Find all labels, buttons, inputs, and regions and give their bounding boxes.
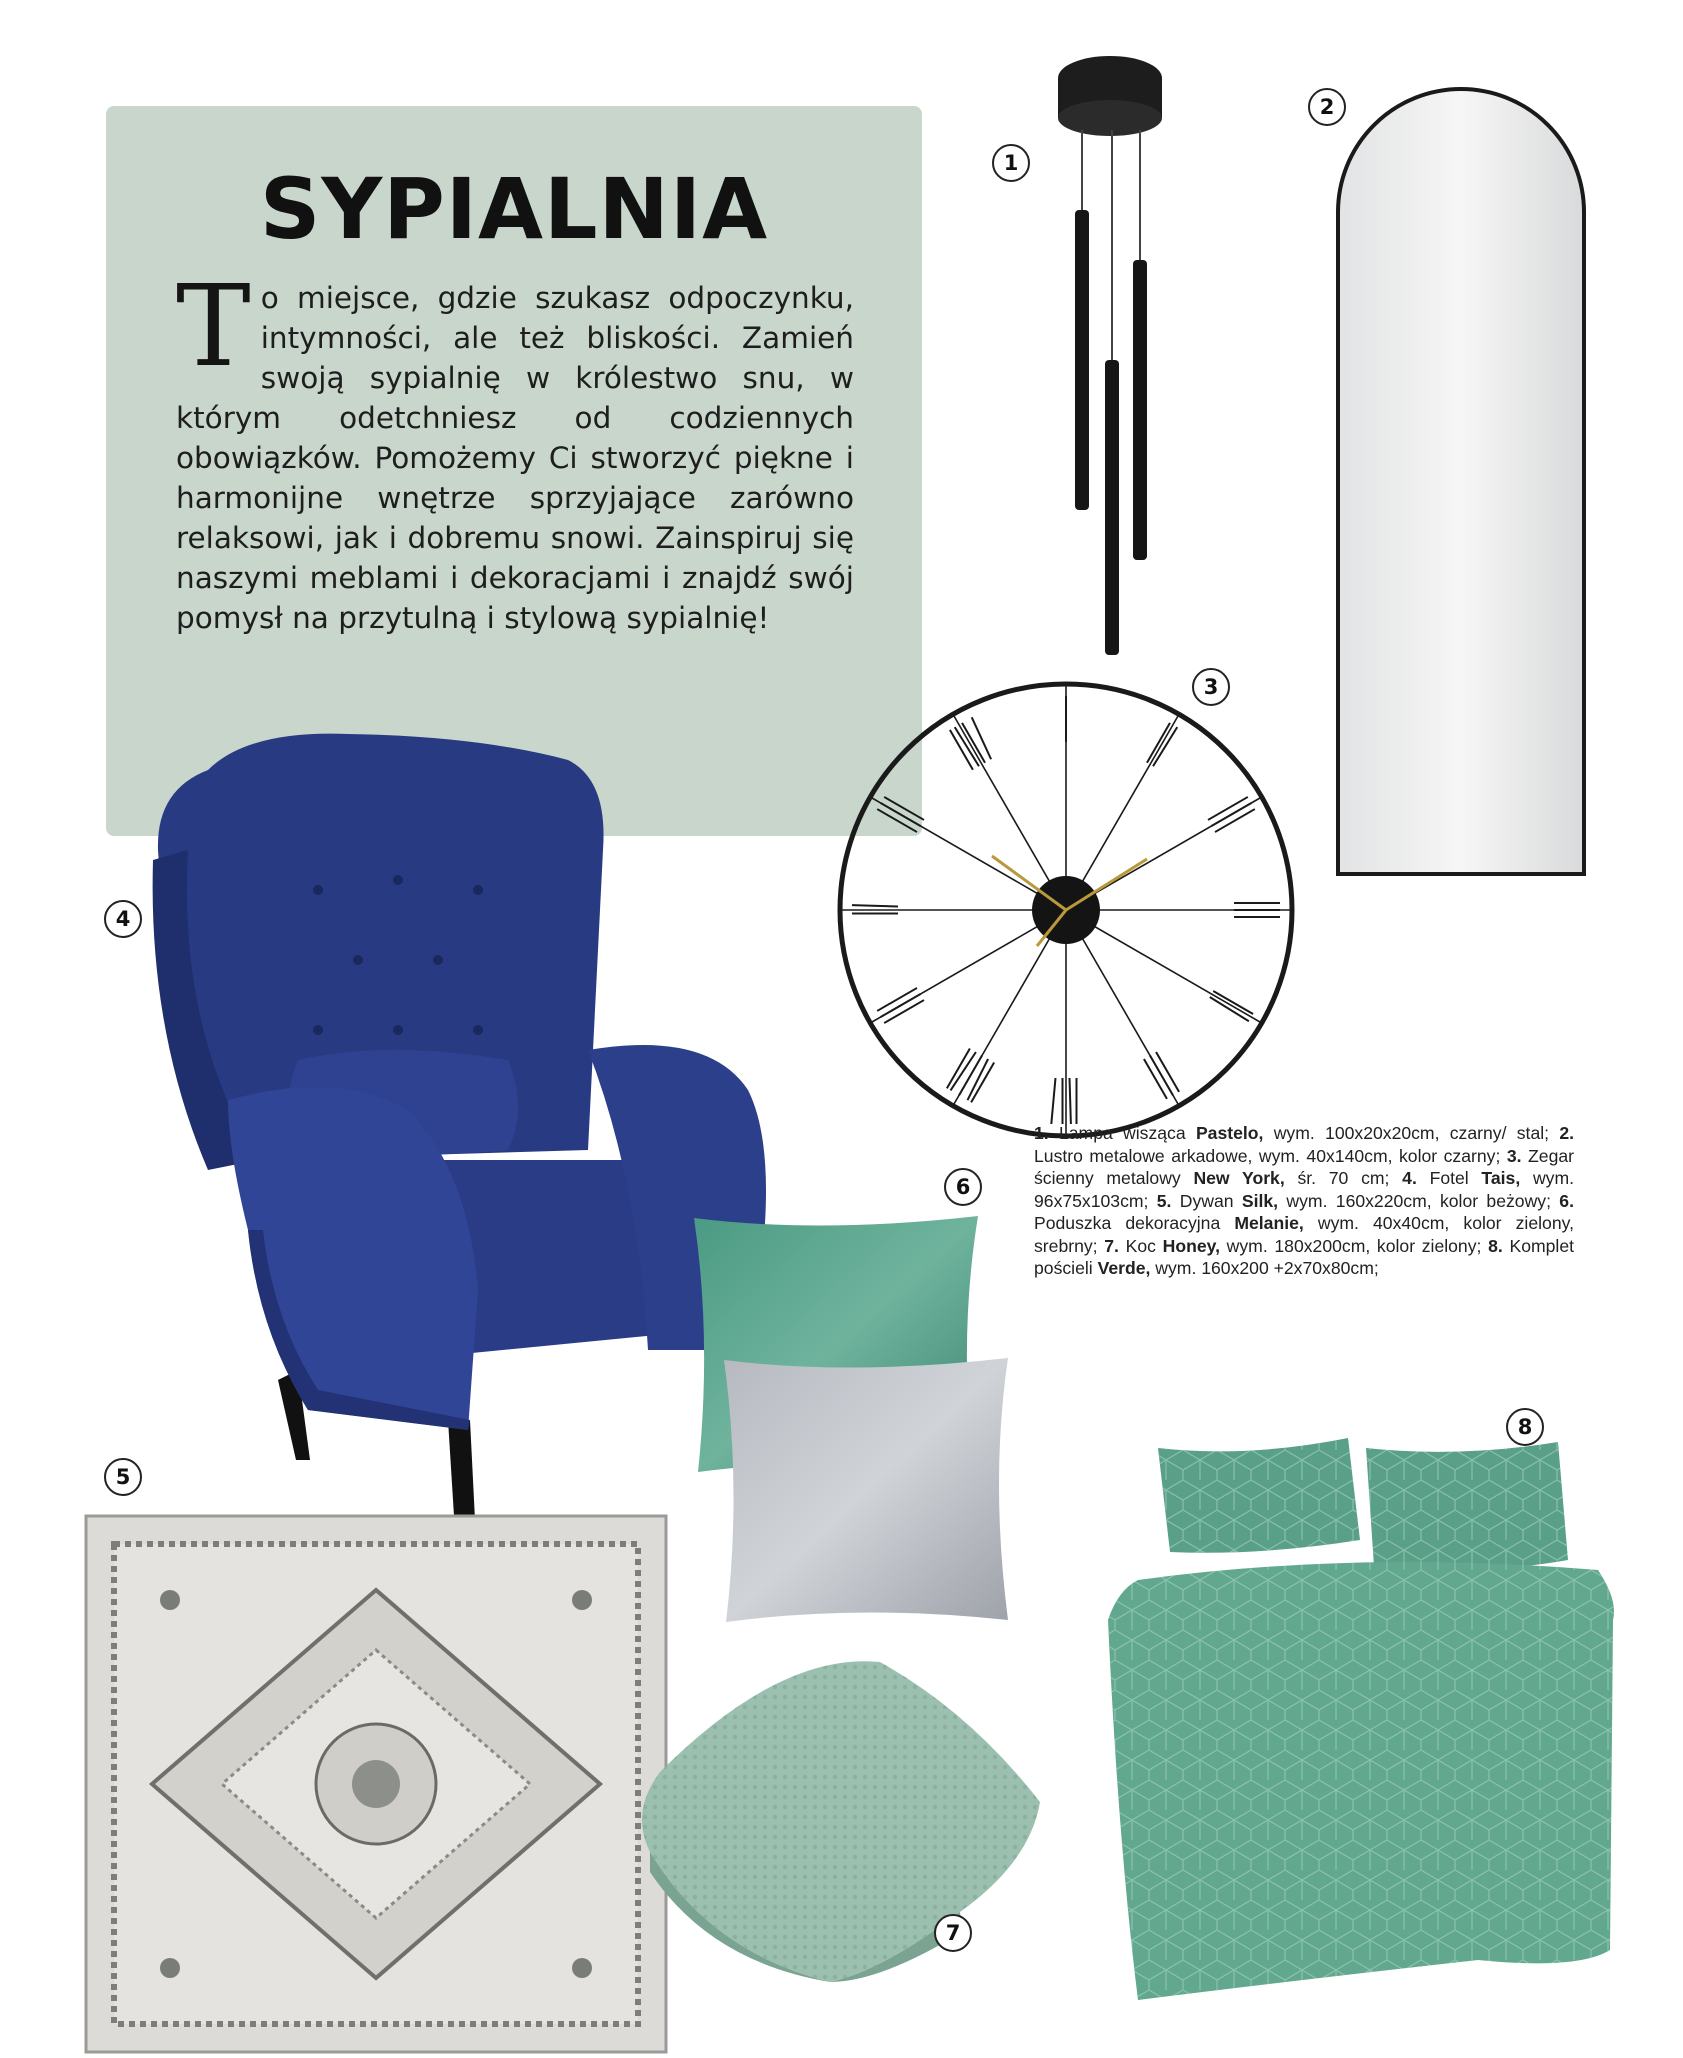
marker-4: 4 (104, 900, 142, 938)
marker-8: 8 (1506, 1408, 1544, 1446)
product-4: 4. Fotel Tais, wym. 96x75x103cm; (1034, 1168, 1574, 1211)
wall-clock-image (832, 676, 1300, 1144)
bedding-image (1098, 1420, 1628, 2010)
blanket-image (630, 1652, 1044, 1982)
product-3: 3. Zegar ścienny metalowy New York, śr. 70 cm; (1034, 1145, 1574, 1188)
marker-3: 3 (1192, 668, 1230, 706)
intro-paragraph (176, 262, 854, 638)
product-caption (1034, 1122, 1574, 1280)
product-1: 1. Lampa wisząca Pastelo, wym. 100x20x20cm, czarny/ stal; (1034, 1123, 1560, 1143)
intro-text: o miejsce, gdzie szukasz odpoczynku, intymności, ale też bliskości. Zamień swoją sypialnię w królestwo snu, w którym odetchniesz od codziennych obowiązków. Pomożemy Ci stworzyć piękne i harmonijne wnętrze sprzyjające zarówno relaksowi, jak i dobremu snowi. Zainspiruj się naszymi meblami i dekoracjami i znajdź swój pomysł na przytulną i stylową sypialnię! (176, 281, 854, 635)
marker-6: 6 (944, 1168, 982, 1206)
marker-5: 5 (104, 1458, 142, 1496)
decorative-pillows-image (690, 1210, 1020, 1640)
pendant-lamp-image (1040, 50, 1180, 660)
arched-mirror-image (1334, 86, 1588, 878)
marker-1: 1 (992, 144, 1030, 182)
rug-image (80, 1510, 672, 2058)
product-8: 8. Komplet pościeli Verde, wym. 160x200 +2x70x80cm; (1034, 1235, 1575, 1278)
drop-cap: T (176, 262, 251, 392)
page-title: SYPIALNIA (259, 160, 769, 258)
marker-7: 7 (934, 1914, 972, 1952)
marker-2: 2 (1308, 88, 1346, 126)
product-7: 7. Koc Honey, wym. 180x200cm, kolor zielony; (1104, 1235, 1489, 1256)
product-6: 6. Poduszka dekoracyjna Melanie, wym. 40x40cm, kolor zielony, srebrny; (1034, 1190, 1574, 1256)
product-5: 5. Dywan Silk, wym. 160x220cm, kolor beżowy; (1156, 1190, 1560, 1211)
product-2: 2. Lustro metalowe arkadowe, wym. 40x140cm, kolor czarny; (1034, 1123, 1575, 1166)
